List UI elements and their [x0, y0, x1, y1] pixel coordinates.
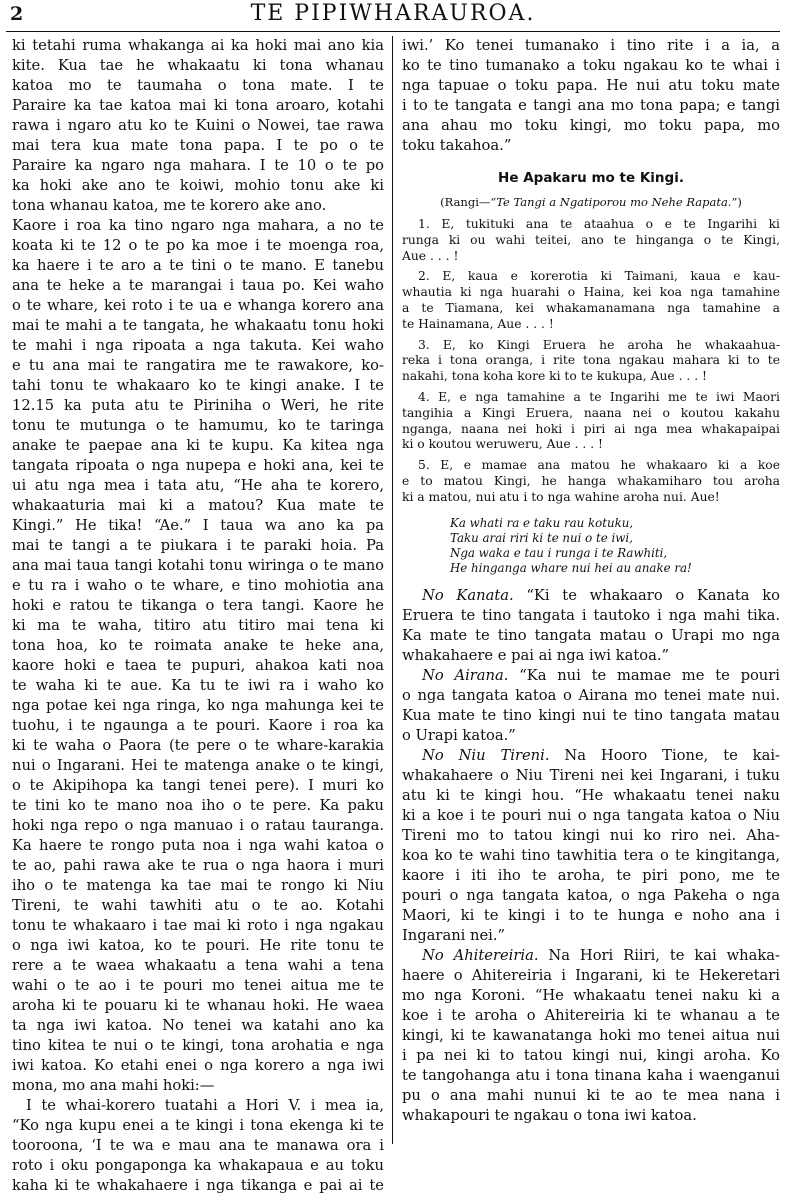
tribute: [402, 586, 780, 666]
text-line: iho o te matenga ka tae mai te rongo ki Niu: [12, 877, 384, 894]
verse-line: 5. E, e mamae ana matou he whakaaro ki a koe: [418, 458, 780, 473]
text-line: te mahi i nga ripoata a nga takuta. Kei waho: [12, 337, 384, 354]
text-line: whakahaere e pai ai nga iwi katoa.”: [402, 646, 669, 664]
text-line: whakapouri te ngakau o tona iwi katoa.: [402, 1106, 697, 1124]
tune-note-suffix: ”): [731, 195, 742, 209]
text-line: Kua mate te tino kingi nui te tino tangata matau: [402, 706, 780, 724]
verse-line: 3. E, ko Kingi Eruera he aroha he whakaahua-: [418, 337, 780, 352]
text-line: tahi tonu te whakaaro ko te kingi anake. I te: [12, 377, 384, 394]
poem-line: Ka whati ra e taku rau kotuku,: [450, 515, 634, 530]
text-line: o te whare, kei roto i te ua e whanga korero ana: [12, 297, 384, 314]
text-line: pu o ana mahi nunui ki te ao te mea nana i: [402, 1086, 780, 1104]
page-number: 2: [10, 3, 24, 25]
lament-verses: [402, 217, 780, 506]
left-column: [12, 36, 384, 1194]
text-line: i to te tangata e tangi ana mo tona papa; e tangi: [402, 97, 780, 114]
text-line: tuohu, i te ngaunga a te pouri. Kaore i roa ka: [12, 717, 384, 734]
text-line: wahi o te ao i te pouri mo tenei aitua me te: [12, 977, 384, 994]
text-line: rere a te waea whakaatu a tena wahi a tena: [12, 957, 384, 974]
text-line: mai te mahi a te tangata, he whakaatu tonu hoki: [12, 317, 384, 334]
text-line: ki te waha o Paora (te pere o te whare-karakia: [12, 737, 384, 754]
text-line: Ka haere te rongo puta noa i nga wahi katoa o: [12, 837, 384, 854]
text-line: o te Akipihopa ka tangi tenei pere). I muri ko: [12, 777, 384, 794]
verse-line: ki a matou, nui atu i to nga wahine aroha nui. Aue!: [402, 489, 720, 504]
text-line: Kaore i roa ka tino ngaro nga mahara, a no te: [12, 217, 384, 234]
text-line: kaore hoki e taea te pupuri, ahakoa kati noa: [12, 657, 384, 674]
poem-line: He hinganga whare nui hei au anake ra!: [450, 560, 692, 575]
verse-line: nganga, naana nei hoki i piri ai nga mea whakapaipai: [402, 421, 780, 436]
text-line: ana ahau mo toku kingi, mo toku papa, mo: [402, 117, 780, 134]
text-line: i pa nei ki to tatou kingi nui, kingi aroha. Ko: [402, 1046, 780, 1064]
tribute-label: No Airana.: [422, 666, 509, 684]
text-line: ka hoki ake ano te koiwi, mohio tonu ake ki: [12, 177, 384, 194]
text-line: koe i te aroha o Ahitereiria ki te whanau a te: [402, 1006, 780, 1024]
text-line: toku takahoa.”: [402, 137, 512, 154]
text-line: whakahaere o Niu Tireni nei kei Ingarani, i tuku: [402, 766, 780, 784]
verse: [402, 269, 780, 332]
text-line: mo nga Koroni. “He whakaatu tenei naku ki a: [402, 986, 780, 1004]
text-line: nga tapuae o toku papa. He nui atu toku mate: [402, 77, 780, 94]
text-line: kite. Kua tae he whakaatu ki tona whanau: [12, 57, 384, 74]
tune-note-prefix: (Rangi—: [440, 195, 491, 209]
text-line: katoa mo te taumaha o tona mate. I te: [12, 77, 384, 94]
text-line: Eruera te tino tangata i tautoko i nga mahi tika.: [402, 606, 780, 624]
text-line: iwi.’ Ko tenei tumanako i tino rite i a ia, a: [402, 37, 780, 54]
text-line: aroha ki te pouaru ki te whanau hoki. He waea: [12, 997, 384, 1014]
text-line: No Niu Tireni. Na Hooro Tione, te kai-: [422, 746, 780, 764]
header-rule: [6, 31, 780, 32]
text-line: ki ma te waha, titiro atu titiro mai tena ki: [12, 617, 384, 634]
text-line: Kingi.” He tika! “Ae.” I taua wa ano ka pa: [12, 517, 384, 534]
text-line: Tireni mo to tatou kingi nui ko riro nei. Aha-: [402, 826, 780, 844]
verse: [402, 390, 780, 453]
text-line: Maori, ki te kingi i to te hunga e noho ana i: [402, 906, 780, 924]
text-line: mai te tangi a te piukara i te paraki hoia. Pa: [12, 537, 384, 554]
text-line: No Kanata. “Ki te whakaaro o Kanata ko: [422, 586, 780, 604]
text-line: te ao, pahi rawa ake te rua o nga haora i muri: [12, 857, 384, 874]
verse-line: reka i tona oranga, i rite tona ngakau mahara ki to te: [402, 353, 780, 368]
text-line: te tangohanga atu i tona tinana kaha i waenganui: [402, 1066, 780, 1084]
text-line: tona hoa, ko te roimata anake te heke ana,: [12, 637, 384, 654]
text-line: koa ko te wahi tino tawhitia tera o te kingitanga,: [402, 846, 780, 864]
verse-line: a te Tiamana, kei whakamanamana nga tamahine a: [402, 300, 780, 315]
text-line: tonu te whakaaro i tae mai ki roto i nga ngakau: [12, 917, 384, 934]
verse-line: 2. E, kaua e korerotia ki Taimani, kaua e kau-: [418, 269, 780, 284]
text-line: atu ki te kingi hou. “He whakaatu tenei naku: [402, 786, 780, 804]
tributes-section: [402, 586, 780, 1126]
text-line: kaore i iti iho te aroha, te piri pono, me te: [402, 866, 780, 884]
text-line: o nga tangata katoa o Airana mo tenei mate nui.: [402, 686, 780, 704]
verse-line: runga ki ou wahi teitei, ano te hinganga o te Kingi,: [402, 232, 780, 247]
verse-line: ki o koutou weruweru, Aue . . . !: [402, 437, 603, 452]
text-line: te tini ko te mano noa iho o te pere. Ka paku: [12, 797, 384, 814]
text-line: kaha ki te whakahaere i nga tikanga e pai ai te: [12, 1177, 384, 1194]
verse: [402, 458, 780, 505]
text-line: e tu ra i waho o te whare, e tino mohiotia ana: [12, 577, 384, 594]
verse-line: te Hainamana, Aue . . . !: [402, 316, 554, 331]
text-line: kingi, ki te kawanatanga hoki mo tenei aitua nui: [402, 1026, 780, 1044]
text-line: tonu te mutunga o te hamumu, ko te taringa: [12, 417, 384, 434]
tribute: [402, 746, 780, 946]
text-line: ta nga iwi katoa. No tenei wa katahi ano ka: [12, 1017, 384, 1034]
running-title: TE PIPIWHARAUROA.: [250, 1, 536, 26]
column-divider: [392, 36, 393, 1144]
text-line: iwi katoa. Ko etahi enei o nga korero a nga iwi: [12, 1057, 384, 1074]
text-line: haere o Ahitereiria i Ingarani, ki te Hekeretari: [402, 966, 780, 984]
text-line: e tu ana mai te rangatira me te rawakore, ko-: [12, 357, 384, 374]
poem-line: Taku arai riri ki te nui o te iwi,: [450, 530, 633, 545]
text-line: 12.15 ka puta atu te Piriniha o Weri, he rite: [12, 397, 384, 414]
closing-poem: [450, 516, 780, 576]
right-column: [402, 36, 780, 1148]
text-line: I te whai-korero tuatahi a Hori V. i mea ia,: [26, 1097, 384, 1114]
text-line: Paraire ka ngaro nga mahara. I te 10 o te po: [12, 157, 384, 174]
tribute-label: No Kanata.: [422, 586, 514, 604]
text-line: ko te tino tumanako a toku ngakau ko te whai i: [402, 57, 780, 74]
text-line: Ka mate te tino tangata matau o Urapi mo nga: [402, 626, 780, 644]
text-line: roto i oku pongaponga ka whakapaua e au toku: [12, 1157, 384, 1174]
text-line: o Urapi katoa.”: [402, 726, 516, 744]
text-line: nga potae kei nga ringa, ko nga mahunga kei te: [12, 697, 384, 714]
tribute-label: No Niu Tireni.: [422, 746, 550, 764]
text-line: Tireni, te wahi tawhiti atu o te ao. Kotahi: [12, 897, 384, 914]
text-line: hoki e ratou te tikanga o tera tangi. Kaore he: [12, 597, 384, 614]
text-line: No Ahitereiria. Na Hori Riiri, te kai whaka-: [422, 946, 780, 964]
text-line: “Ko nga kupu enei a te kingi i tona ekenga ki te: [12, 1117, 384, 1134]
verse-line: e to matou Kingi, he hanga whakamiharo tou aroha: [402, 473, 780, 488]
verse: [402, 338, 780, 385]
verse-line: whautia ki nga huarahi o Haina, kei koa nga tamahine: [402, 285, 780, 300]
verse: [402, 217, 780, 264]
tribute: [402, 666, 780, 746]
text-line: Ingarani nei.”: [402, 926, 506, 944]
text-line: anake te paepae ana ki te kupu. Ka kitea nga: [12, 437, 384, 454]
text-line: ka haere i te aro a te tini o te mano. E tanebu: [12, 257, 384, 274]
tribute-label: No Ahitereiria.: [422, 946, 539, 964]
text-line: tona whanau katoa, me te korero ake ano.: [12, 197, 327, 214]
text-line: ki a koe i te pouri nui o nga tangata katoa o Niu: [402, 806, 780, 824]
verse-line: nakahi, tona koha kore ki to te kukupa, Aue . . . !: [402, 369, 707, 384]
text-line: koata ki te 12 o te po ka moe i te moenga roa,: [12, 237, 384, 254]
text-line: hoki nga repo o nga manuao i o ratau tauranga.: [12, 817, 384, 834]
text-line: tooroona, ‘I te wa e mau ana te manawa ora i: [12, 1137, 384, 1154]
text-line: nui o Ingarani. Hei te matenga anake o te kingi,: [12, 757, 384, 774]
verse-line: tangihia a Kingi Eruera, naana nei o koutou kakahu: [402, 405, 780, 420]
tune-note-title: “Te Tangi a Ngatiporou mo Nehe Rapata.: [490, 195, 732, 209]
tune-note: [402, 195, 780, 209]
text-line: ui atu nga mea i tata atu, “He aha te korero,: [12, 477, 384, 494]
text-line: te waha ki te aue. Ka tu te iwi ra i waho ko: [12, 677, 384, 694]
poem-heading: He Apakaru mo te Kingi.: [498, 170, 684, 186]
tribute: [402, 946, 780, 1126]
text-line: mai tera kua mate tona papa. I te po o te: [12, 137, 384, 154]
text-line: tangata ripoata o nga nupepa e hoki ana, kei te: [12, 457, 384, 474]
poem-line: Nga waka e tau i runga i te Rawhiti,: [450, 545, 668, 560]
text-line: tino kitea te nui o te kingi, tona arohatia e nga: [12, 1037, 384, 1054]
verse-line: 4. E, e nga tamahine a te Ingarihi me te iwi Maori: [418, 389, 780, 404]
verse-line: 1. E, tukituki ana te ataahua o e te Ingarihi ki: [418, 217, 780, 231]
text-line: Paraire ka tae katoa mai ki tona aroaro, kotahi: [12, 97, 384, 114]
page-header: [0, 0, 786, 34]
text-line: ana te heke a te marangai i taua po. Kei waho: [12, 277, 384, 294]
text-line: mona, mo ana mahi hoki:—: [12, 1077, 215, 1094]
right-column-intro: [402, 36, 780, 156]
text-line: o nga iwi katoa, ko te pouri. He rite tonu te: [12, 937, 384, 954]
text-line: rawa i ngaro atu ko te Kuini o Nowei, tae rawa: [12, 117, 384, 134]
text-line: No Airana. “Ka nui te mamae me te pouri: [422, 666, 780, 684]
text-line: whakaaturia mai ki a matou? Kua mate te: [12, 497, 384, 514]
verse-line: Aue . . . !: [402, 248, 459, 263]
text-line: ana mai taua tangi kotahi tonu wiringa o te mano: [12, 557, 384, 574]
text-line: ki tetahi ruma whakanga ai ka hoki mai ano kia: [12, 37, 384, 54]
text-line: pouri o nga tangata katoa, o nga Pakeha o nga: [402, 886, 780, 904]
